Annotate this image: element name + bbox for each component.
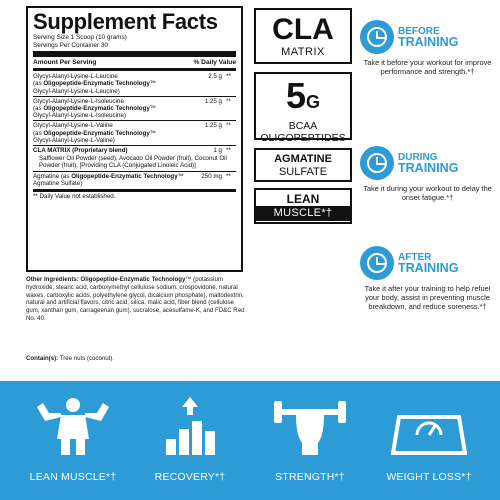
ingredients-label: Other Ingredients:: [26, 276, 79, 283]
row-amount: 1.25 g: [204, 97, 222, 105]
agmatine-name: Agmatine (as Oligopeptide-Enzymatic Technology™ Agmatine Sulfate): [33, 172, 184, 187]
cla-name: CLA MATRIX (Proprietary blend): [33, 147, 128, 155]
header-amount: Amount Per Serving: [33, 59, 97, 67]
recovery-bars-icon: [135, 395, 245, 455]
benefit-label: WEIGHT LOSS*†: [386, 471, 472, 483]
benefit-lean-muscle: [18, 381, 128, 483]
supplement-facts-panel: [26, 6, 243, 272]
after-training-text: Take it after your training to help refuel your body, assist in preventing muscle breakdown, and reduce soreness.*†: [364, 284, 491, 311]
benefit-label: RECOVERY*†: [154, 471, 226, 483]
servings-per-container: Servings Per Container 30: [33, 41, 108, 49]
cla-row: [33, 146, 236, 155]
row-name: Glycyl-Alanyl-Lysine-L-Leucine: [33, 73, 118, 81]
serving-size: Serving Size 1 Scoop (10 grams): [33, 34, 127, 41]
facts-row: [33, 72, 236, 96]
benefit-weight-loss: [374, 381, 484, 483]
other-ingredients: [26, 276, 246, 323]
agmatine-dv: **: [226, 172, 231, 180]
facts-title: Supplement Facts: [33, 9, 218, 34]
cla-detail: Safflower Oil Powder (seed), Avocado Oil Powder (fruit), Coconut Oil Powder (fruit), [Providing CLA (Conjugated Linoleic Acid)]: [39, 155, 227, 170]
during-training-text: Take it during your workout to delay the onset fatigue.*†: [363, 184, 492, 202]
ingredients-tech: Oligopeptide-Enzymatic Technology: [80, 276, 186, 283]
muscle-man-icon: [18, 395, 128, 455]
row-tech: (as Oligopeptide-Enzymatic Technology™: [33, 80, 156, 88]
row-name: Glycyl-Alanyl-Lysine-L-Valine: [33, 122, 113, 130]
row-dv: **: [226, 73, 231, 81]
row-dv: **: [226, 97, 231, 105]
header-dv: % Daily Value: [193, 59, 236, 67]
fist-dumbbell-icon: [255, 395, 365, 455]
divider-medium: [33, 68, 236, 71]
stopwatch-icon: [360, 246, 394, 280]
after-training: AFTER TRAINING Take it after your training to help refuel your body, assist in preventing muscle breakdown, and reduce soreness.*†: [360, 246, 495, 311]
contains-line: Contain(s): Tree nuts (coconut).: [26, 355, 115, 362]
bcaa-badge: 5G BCAA OLIGOPEPTIDES: [254, 72, 352, 140]
row-sub: Glycyl-Alanyl-Lysine-L-Isoleucine): [33, 112, 126, 120]
row-name: Glycyl-Alanyl-Lysine-L-Isoleucine: [33, 97, 124, 105]
facts-row: [33, 97, 236, 121]
row-amount: 1.25 g: [204, 122, 222, 130]
stopwatch-icon: [360, 20, 394, 54]
facts-header: [33, 58, 236, 67]
benefits-strip: [0, 381, 500, 500]
benefit-strength: [255, 381, 365, 483]
cla-amount: 1 g: [213, 147, 222, 155]
ingredients-text: ™ (potassium hydroxide, stearic acid, carboxymethyl cellulose sodium, crospovidone, natural waxes, carboxylic acids, polyethylene glycol, dicalcium phosphate), maltodextrin, natural and artificial flavors, citric acid, silica, malic acid, fiber blend (cellulose gum, xanthan gum, carrageenan gum), sucralose, acesulfame-K, and FD&C Red No. 40.: [26, 276, 245, 322]
agmatine-badge: AGMATINE SULFATE: [254, 148, 352, 182]
benefit-label: LEAN MUSCLE*†: [29, 471, 117, 483]
agmatine-row: [33, 172, 236, 188]
benefit-label: STRENGTH*†: [275, 471, 345, 483]
scale-icon: [374, 395, 484, 455]
row-sub: Glycyl-Alanyl-Lysine-L-Leucine): [33, 87, 120, 95]
row-sub: Glycyl-Alanyl-Lysine-L-Valine): [33, 136, 115, 144]
before-training: BEFORE TRAINING Take it before your workout for improve performance and strength.*†: [360, 20, 495, 76]
facts-footnote: ** Daily Value not established.: [33, 193, 116, 201]
row-tech: (as Oligopeptide-Enzymatic Technology™: [33, 105, 156, 112]
cla-dv: **: [226, 147, 231, 155]
divider-medium: [33, 189, 236, 192]
divider-thick: [33, 51, 236, 57]
during-training: DURING TRAINING Take it during your workout to delay the onset fatigue.*†: [360, 146, 495, 202]
cla-matrix-badge: CLA MATRIX: [254, 8, 352, 64]
before-training-text: Take it before your workout for improve performance and strength.*†: [363, 58, 492, 76]
row-tech: (as Oligopeptide-Enzymatic Technology™: [33, 129, 156, 137]
benefit-recovery: [135, 381, 245, 483]
row-amount: 2.5 g: [208, 73, 222, 81]
stopwatch-icon: [360, 146, 394, 180]
row-dv: **: [226, 122, 231, 130]
facts-row: [33, 121, 236, 145]
agmatine-amount: 250 mg: [201, 172, 222, 180]
lean-muscle-badge: LEAN MUSCLE*†: [254, 188, 352, 224]
